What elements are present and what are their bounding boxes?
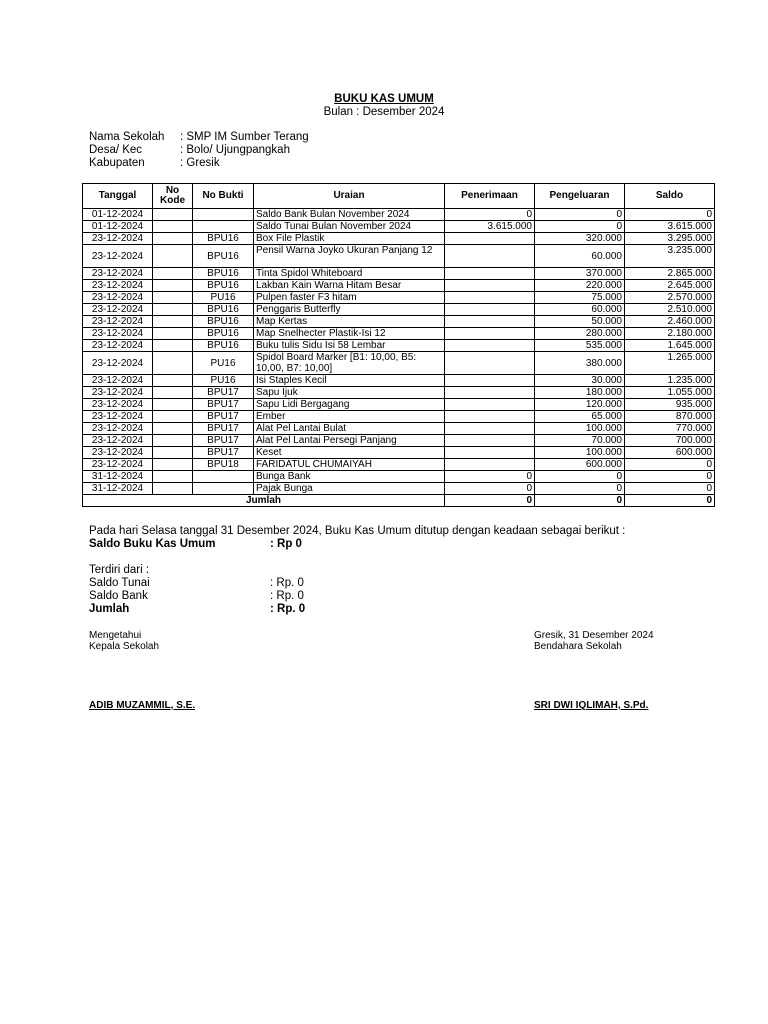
table-row [83,304,715,316]
cell-no-kode [153,483,193,495]
table-row [83,411,715,423]
cell-pengeluaran: 280.000 [535,328,625,340]
cell-uraian: Saldo Tunai Bulan November 2024 [254,221,445,233]
cell-penerimaan [445,447,535,459]
col-header-penerimaan: Penerimaan [445,184,535,209]
cell-saldo: 3.235.000 [625,245,715,268]
cell-no-bukti: BPU16 [193,280,254,292]
cell-saldo: 870.000 [625,411,715,423]
cell-no-kode [153,375,193,387]
cell-saldo: 770.000 [625,423,715,435]
saldo-bank [89,590,304,603]
cell-pengeluaran: 120.000 [535,399,625,411]
cell-pengeluaran: 370.000 [535,268,625,280]
cell-no-kode [153,423,193,435]
cell-tanggal: 23-12-2024 [83,375,153,387]
total-saldo: 0 [625,495,715,507]
info-value: : Gresik [180,157,220,169]
cell-uraian: Alat Pel Lantai Persegi Panjang [254,435,445,447]
cell-penerimaan: 0 [445,209,535,221]
cell-pengeluaran: 60.000 [535,304,625,316]
signature-left [89,630,159,652]
cell-pengeluaran: 600.000 [535,459,625,471]
cell-saldo: 1.265.000 [625,352,715,375]
cell-penerimaan [445,459,535,471]
cell-saldo: 1.235.000 [625,375,715,387]
cell-penerimaan [445,268,535,280]
cell-uraian: Pulpen faster F3 hitam [254,292,445,304]
saldo-bank-label: Saldo Bank [89,590,148,602]
cell-no-kode [153,304,193,316]
cell-tanggal: 23-12-2024 [83,435,153,447]
cell-pengeluaran: 0 [535,209,625,221]
table-row [83,435,715,447]
cell-uraian: Sapu Ijuk [254,387,445,399]
cell-no-kode [153,399,193,411]
closing-statement: Pada hari Selasa tanggal 31 Desember 2024, Buku Kas Umum ditutup dengan keadaan sebagai berikut : [89,525,626,537]
col-header-no-bukti: No Bukti [193,184,254,209]
info-row-regency [89,157,309,170]
cell-uraian: Lakban Kain Warna Hitam Besar [254,280,445,292]
cell-no-kode [153,233,193,245]
ledger-body [83,209,715,495]
signature-left-line1: Mengetahui [89,630,142,641]
signature-right-line1: Gresik, 31 Desember 2024 [534,630,654,641]
cell-tanggal: 23-12-2024 [83,268,153,280]
total-pengeluaran: 0 [535,495,625,507]
cell-saldo: 0 [625,483,715,495]
cell-tanggal: 23-12-2024 [83,411,153,423]
table-total-row [83,495,715,507]
cell-no-bukti: BPU16 [193,245,254,268]
cell-tanggal: 31-12-2024 [83,471,153,483]
cell-uraian: Sapu Lidi Bergagang [254,399,445,411]
table-row [83,375,715,387]
cell-tanggal: 23-12-2024 [83,280,153,292]
signature-right-line2: Bendahara Sekolah [534,641,622,652]
cell-tanggal: 23-12-2024 [83,304,153,316]
cell-penerimaan [445,399,535,411]
cell-tanggal: 31-12-2024 [83,483,153,495]
cell-uraian: Alat Pel Lantai Bulat [254,423,445,435]
cell-tanggal: 23-12-2024 [83,352,153,375]
cell-penerimaan: 0 [445,471,535,483]
cell-no-bukti [193,221,254,233]
col-header-saldo: Saldo [625,184,715,209]
cell-no-kode [153,280,193,292]
info-label: Desa/ Kec [89,144,143,156]
cell-no-kode [153,209,193,221]
cell-no-bukti: PU16 [193,292,254,304]
total-label: Jumlah [83,495,445,507]
cell-no-kode [153,435,193,447]
cell-no-bukti: PU16 [193,352,254,375]
cell-no-bukti [193,209,254,221]
saldo-tunai-label: Saldo Tunai [89,577,150,589]
cell-no-bukti: BPU17 [193,387,254,399]
cell-no-bukti: BPU17 [193,435,254,447]
cell-pengeluaran: 100.000 [535,423,625,435]
table-row [83,221,715,233]
cell-penerimaan [445,304,535,316]
jumlah-summary [89,603,305,616]
cell-saldo: 0 [625,459,715,471]
cell-saldo: 1.645.000 [625,340,715,352]
cell-uraian: Tinta Spidol Whiteboard [254,268,445,280]
cell-no-kode [153,221,193,233]
signature-left-line2: Kepala Sekolah [89,641,160,652]
treasurer-name: SRI DWI IQLIMAH, S.Pd. [534,700,649,711]
info-row-school [89,131,309,144]
table-row [83,245,715,268]
cell-tanggal: 23-12-2024 [83,233,153,245]
cell-tanggal: 01-12-2024 [83,209,153,221]
cell-pengeluaran: 100.000 [535,447,625,459]
cell-penerimaan [445,375,535,387]
table-row [83,233,715,245]
cell-no-bukti [193,471,254,483]
cell-uraian: Buku tulis Sidu Isi 58 Lembar [254,340,445,352]
cell-no-bukti: BPU16 [193,268,254,280]
cell-no-kode [153,447,193,459]
cell-pengeluaran: 50.000 [535,316,625,328]
cell-tanggal: 01-12-2024 [83,221,153,233]
cell-tanggal: 23-12-2024 [83,292,153,304]
cell-no-kode [153,245,193,268]
signature-right [534,630,654,652]
cell-no-bukti: BPU17 [193,411,254,423]
cell-saldo: 1.055.000 [625,387,715,399]
cell-no-bukti: PU16 [193,375,254,387]
info-label: Kabupaten [89,157,145,169]
table-row [83,352,715,375]
cell-penerimaan [445,423,535,435]
col-header-no-kode: No Kode [153,184,193,209]
cell-uraian: Spidol Board Marker [B1: 10,00, B5: 10,00, B7: 10,00] [254,352,445,375]
cell-no-kode [153,459,193,471]
cell-tanggal: 23-12-2024 [83,328,153,340]
cell-penerimaan [445,328,535,340]
col-header-uraian: Uraian [254,184,445,209]
jumlah-label: Jumlah [89,603,130,615]
cell-uraian: Isi Staples Kecil [254,375,445,387]
cell-penerimaan [445,352,535,375]
cell-no-bukti: BPU16 [193,316,254,328]
cell-no-kode [153,268,193,280]
cell-no-kode [153,471,193,483]
cell-pengeluaran: 75.000 [535,292,625,304]
cell-tanggal: 23-12-2024 [83,340,153,352]
cell-pengeluaran: 0 [535,221,625,233]
cell-pengeluaran: 70.000 [535,435,625,447]
cell-no-kode [153,352,193,375]
saldo-label: Saldo Buku Kas Umum [89,538,216,550]
col-header-tanggal: Tanggal [83,184,153,209]
cell-uraian: Saldo Bank Bulan November 2024 [254,209,445,221]
cell-no-bukti: BPU18 [193,459,254,471]
cell-penerimaan [445,233,535,245]
cell-pengeluaran: 60.000 [535,245,625,268]
table-row [83,316,715,328]
table-row [83,280,715,292]
ledger-table [82,183,715,507]
cell-penerimaan [445,340,535,352]
cell-penerimaan [445,280,535,292]
saldo-tunai [89,577,304,590]
cell-penerimaan [445,245,535,268]
cell-saldo: 2.645.000 [625,280,715,292]
cell-saldo: 600.000 [625,447,715,459]
cell-pengeluaran: 180.000 [535,387,625,399]
table-row [83,423,715,435]
table-row [83,459,715,471]
cell-penerimaan [445,316,535,328]
cell-saldo: 2.460.000 [625,316,715,328]
cell-penerimaan: 3.615.000 [445,221,535,233]
cell-uraian: Box File Plastik [254,233,445,245]
cell-tanggal: 23-12-2024 [83,316,153,328]
saldo-summary [89,538,302,551]
cell-uraian: Keset [254,447,445,459]
cell-tanggal: 23-12-2024 [83,423,153,435]
info-value: : SMP IM Sumber Terang [180,131,309,143]
cell-pengeluaran: 535.000 [535,340,625,352]
page-title: BUKU KAS UMUM [334,93,434,105]
cell-pengeluaran: 0 [535,471,625,483]
cell-saldo: 935.000 [625,399,715,411]
saldo-tunai-value: : Rp. 0 [270,577,304,589]
cell-pengeluaran: 30.000 [535,375,625,387]
cell-saldo: 3.615.000 [625,221,715,233]
terdiri-label: Terdiri dari : [89,564,150,576]
cell-penerimaan [445,411,535,423]
table-row [83,399,715,411]
table-row [83,328,715,340]
cell-no-bukti: BPU17 [193,447,254,459]
cell-no-bukti: BPU16 [193,233,254,245]
cell-pengeluaran: 220.000 [535,280,625,292]
cell-saldo: 2.570.000 [625,292,715,304]
jumlah-value: : Rp. 0 [270,603,306,615]
cell-no-bukti [193,483,254,495]
cell-uraian: FARIDATUL CHUMAIYAH [254,459,445,471]
cell-tanggal: 23-12-2024 [83,399,153,411]
table-row [83,447,715,459]
cell-saldo: 2.865.000 [625,268,715,280]
cell-uraian: Penggaris Butterfly [254,304,445,316]
total-penerimaan: 0 [445,495,535,507]
cell-no-bukti: BPU17 [193,399,254,411]
cell-uraian: Pajak Bunga [254,483,445,495]
school-info [89,131,309,170]
table-row [83,471,715,483]
cell-uraian: Map Kertas [254,316,445,328]
cell-uraian: Ember [254,411,445,423]
cell-no-bukti: BPU16 [193,328,254,340]
cell-tanggal: 23-12-2024 [83,245,153,268]
cell-saldo: 3.295.000 [625,233,715,245]
cell-saldo: 0 [625,471,715,483]
cell-no-kode [153,387,193,399]
cell-tanggal: 23-12-2024 [83,387,153,399]
cell-saldo: 2.180.000 [625,328,715,340]
cell-penerimaan [445,435,535,447]
info-row-village [89,144,309,157]
table-row [83,340,715,352]
table-row [83,209,715,221]
headmaster-name: ADIB MUZAMMIL, S.E. [89,700,196,711]
info-label: Nama Sekolah [89,131,165,143]
cell-uraian: Bunga Bank [254,471,445,483]
cell-tanggal: 23-12-2024 [83,459,153,471]
cell-saldo: 2.510.000 [625,304,715,316]
page-subtitle: Bulan : Desember 2024 [323,106,445,118]
cell-pengeluaran: 0 [535,483,625,495]
saldo-bank-value: : Rp. 0 [270,590,304,602]
cell-uraian: Pensil Warna Joyko Ukuran Panjang 12 [254,245,445,268]
table-row [83,292,715,304]
cell-no-kode [153,328,193,340]
table-header-row [83,184,715,209]
cell-uraian: Map Snelhecter Plastik-Isi 12 [254,328,445,340]
table-row [83,387,715,399]
cell-saldo: 700.000 [625,435,715,447]
col-header-pengeluaran: Pengeluaran [535,184,625,209]
cell-pengeluaran: 380.000 [535,352,625,375]
cell-no-kode [153,292,193,304]
cell-no-kode [153,316,193,328]
saldo-value: : Rp 0 [270,538,302,550]
table-row [83,268,715,280]
cell-no-bukti: BPU16 [193,304,254,316]
cell-no-kode [153,411,193,423]
cell-no-kode [153,340,193,352]
cell-penerimaan [445,387,535,399]
cell-no-bukti: BPU17 [193,423,254,435]
cell-no-bukti: BPU16 [193,340,254,352]
table-row [83,483,715,495]
cell-penerimaan: 0 [445,483,535,495]
cell-saldo: 0 [625,209,715,221]
cell-pengeluaran: 65.000 [535,411,625,423]
cell-tanggal: 23-12-2024 [83,447,153,459]
cell-pengeluaran: 320.000 [535,233,625,245]
info-value: : Bolo/ Ujungpangkah [180,144,290,156]
cell-penerimaan [445,292,535,304]
